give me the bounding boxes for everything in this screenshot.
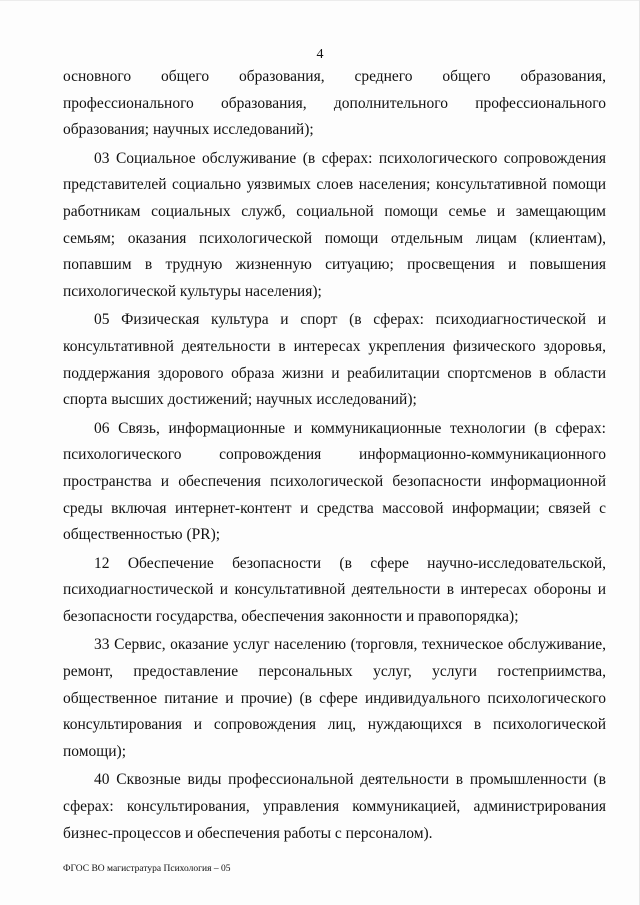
paragraph-social-services: 03 Социальное обслуживание (в сферах: психологического сопровождения представителей социально уязвимых слоев населения; консультативной помощи работникам социальных служб, социальной помощи семье и замещающим семьям; оказания психологической помощи отдельным лицам (клиентам), попавшим в трудную жизненную ситуацию; просвещения и повышения психологической культуры населения); <box>63 149 606 300</box>
scan-top-edge <box>0 0 640 1</box>
paragraph-services: 33 Сервис, оказание услуг населению (торговля, техническое обслуживание, ремонт, предоставление персональных услуг, услуги гостеприимства, общественное питание и прочие) (в сфере индивидуального психологического консультирования и сопровождения лиц, нуждающихся в психологической помощи); <box>63 636 606 760</box>
paragraph-cross-cutting: 40 Сквозные виды профессиональной деятельности в промышленности (в сферах: консультирования, управления коммуникацией, администрирования бизнес-процессов и обеспечения работы с персоналом). <box>63 771 606 842</box>
paragraph-security: 12 Обеспечение безопасности (в сфере научно-исследовательской, психодиагностической и консультативной деятельности в интересах обороны и безопасности государства, обеспечения законности и правопорядка); <box>63 554 606 625</box>
page-footer: ФГОС ВО магистратура Психология – 05 <box>63 864 231 874</box>
document-body <box>63 64 606 849</box>
paragraph-continuation: основного общего образования, среднего общего образования, профессионального образования, дополнительного профессионального образования; научных исследований); <box>63 68 606 139</box>
page-number: 4 <box>316 47 324 62</box>
paragraph-communications: 06 Связь, информационные и коммуникационные технологии (в сферах: психологического сопровождения информационно-коммуникационного пространства и обеспечения психологической безопасности информационной среды включая интернет-контент и средства массовой информации; связей с общественностью (PR); <box>63 419 606 544</box>
paragraph-sport: 05 Физическая культура и спорт (в сферах: психодиагностической и консультативной деятельности в интересах укрепления физического здоровья, поддержания здорового образа жизни и реабилитации спортсменов в области спорта высших достижений; научных исследований); <box>63 311 606 409</box>
